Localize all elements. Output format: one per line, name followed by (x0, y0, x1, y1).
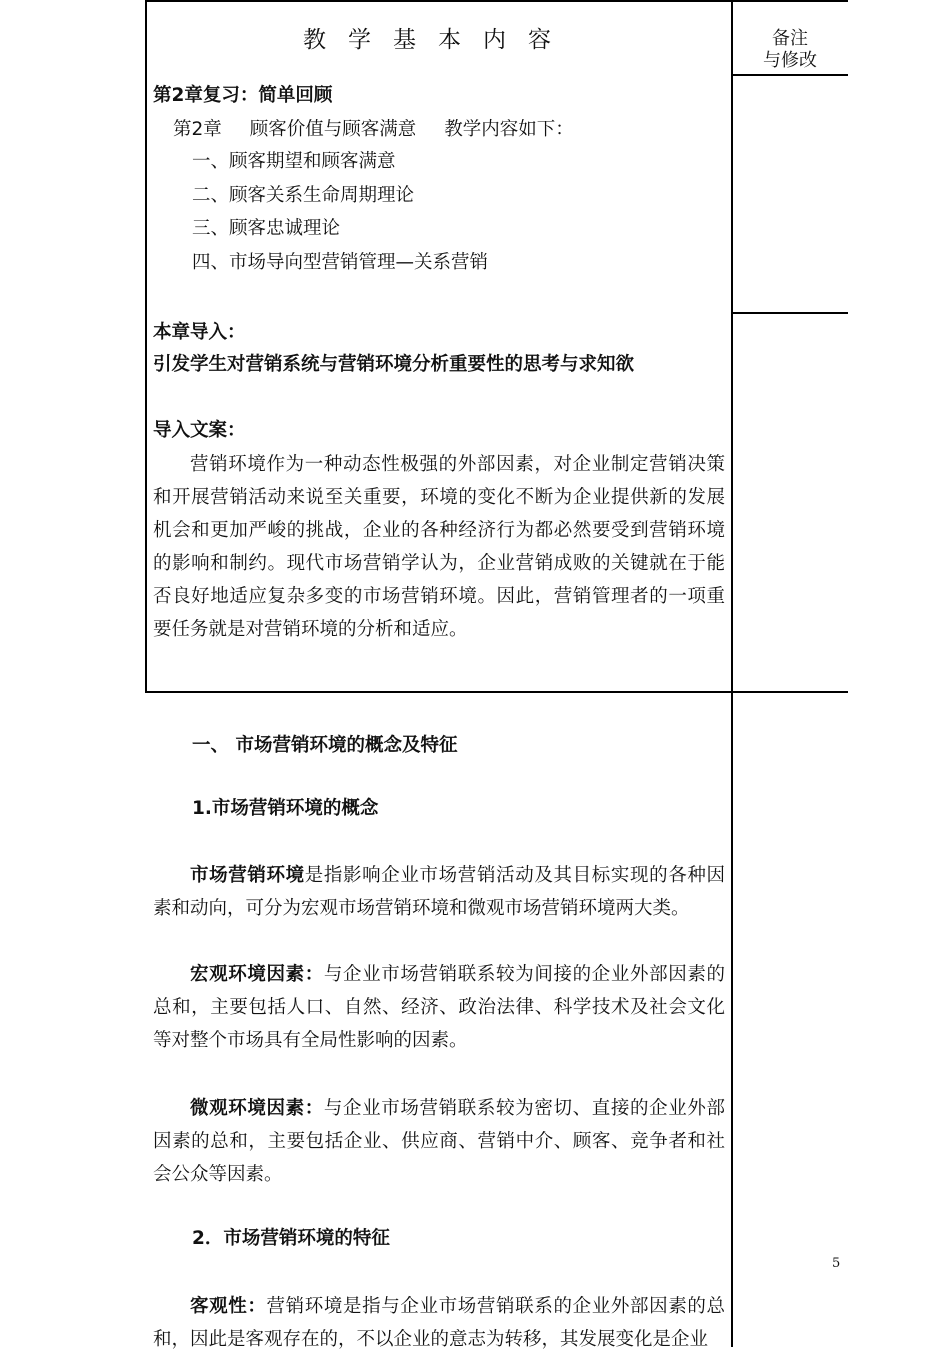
review-heading: 第2章复习：简单回顾 (153, 85, 333, 106)
intro-subheading: 引发学生对营销系统与营销环境分析重要性的思考与求知欲 (153, 354, 635, 375)
term-text: 营销环境是指与企业市场营销联系的企业外部因素的总和，因此是客观存在的，不以企业的意志为转移，其发展变化是企业 (153, 1296, 725, 1350)
intro-heading: 本章导入： (153, 322, 246, 343)
subsection-heading-1: 1.市场营销环境的概念 (192, 798, 379, 819)
term-label: 宏观环境因素： (190, 964, 324, 985)
content-column-header: 教学基本内容 (303, 27, 573, 53)
micro-paragraph (153, 1092, 725, 1191)
row-divider-1 (731, 312, 848, 314)
review-item: 一、顾客期望和顾客满意 (192, 151, 396, 172)
term-text: 与企业市场营销联系较为密切、直接的企业外部因素的总和，主要包括企业、供应商、营销中介、顾客、竞争者和社会公众等因素。 (153, 1098, 725, 1185)
term-label: 市场营销环境 (190, 865, 305, 886)
case-heading: 导入文案： (153, 420, 246, 441)
table-top-border (145, 0, 848, 2)
case-text: 营销环境作为一种动态性极强的外部因素，对企业制定营销决策和开展营销活动来说至关重要，环境的变化不断为企业提供新的发展机会和更加严峻的挑战，企业的各种经济行为都必然要受到营销环境的影响和制约。现代市场营销学认为，企业营销成败的关键就在于能否良好地适应复杂多变的市场营销环境。因此，营销管理者的一项重要任务就是对营销环境的分析和适应。 (153, 454, 725, 640)
notes-header-underline (731, 74, 848, 76)
review-chapter-line (173, 118, 574, 142)
macro-paragraph (153, 958, 725, 1057)
page-number: 5 (832, 1256, 841, 1271)
review-item: 三、顾客忠诚理论 (192, 218, 341, 239)
chapter-title: 顾客价值与顾客满意 (249, 119, 417, 140)
objectivity-paragraph (153, 1290, 725, 1356)
concept-paragraph (153, 859, 725, 925)
section-heading-1: 一、 市场营销环境的概念及特征 (192, 735, 458, 756)
term-text: 与企业市场营销联系较为间接的企业外部因素的总和，主要包括人口、自然、经济、政治法律、科学技术及社会文化等对整个市场具有全局性影响的因素。 (153, 964, 725, 1051)
notes-header-line-2: 与修改 (763, 50, 817, 71)
chapter-number: 第2章 (173, 119, 222, 140)
column-divider (731, 0, 733, 1347)
term-text: 是指影响企业市场营销活动及其目标实现的各种因素和动向，可分为宏观市场营销环境和微观市场营销环境两大类。 (153, 865, 725, 919)
term-label: 微观环境因素： (190, 1098, 324, 1119)
review-item: 四、市场导向型营销管理—关系营销 (192, 252, 489, 273)
row-divider-2 (145, 691, 848, 693)
notes-header-line-1: 备注 (772, 28, 808, 49)
review-item: 二、顾客关系生命周期理论 (192, 185, 415, 206)
table-left-border (145, 0, 147, 693)
chapter-intro: 教学内容如下： (444, 119, 574, 140)
notes-column-header (733, 28, 847, 72)
term-label: 客观性： (190, 1296, 267, 1317)
subsection-heading-2: 2．市场营销环境的特征 (192, 1228, 390, 1249)
